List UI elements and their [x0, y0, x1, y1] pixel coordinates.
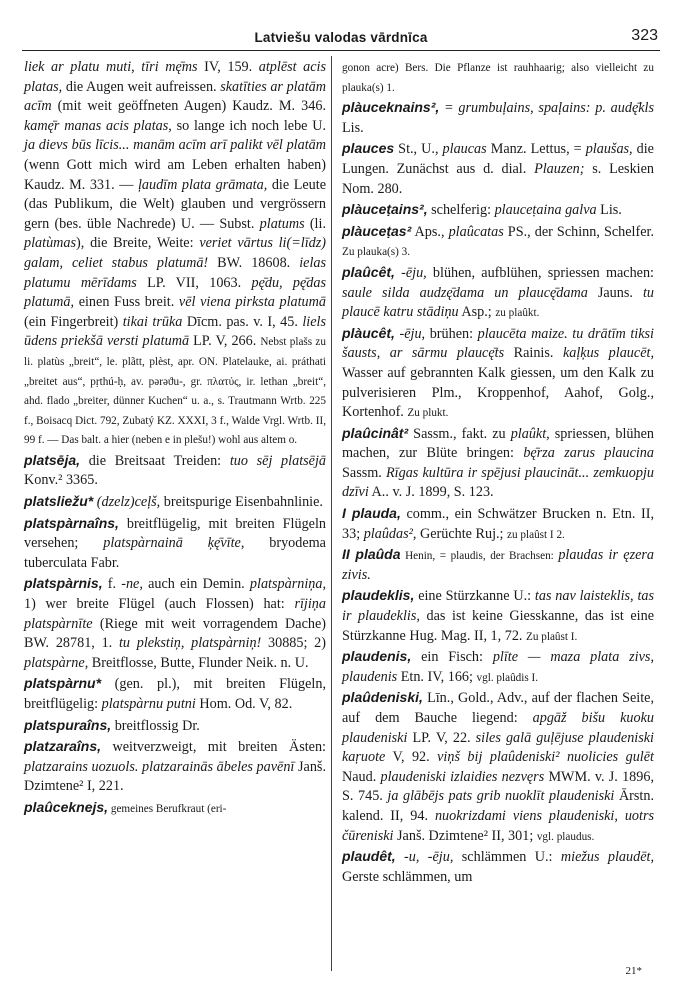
etymology-note: zu plaûkt.: [495, 307, 540, 320]
headword: plàuceṭas²: [342, 222, 412, 239]
dictionary-entry: [24, 58, 326, 450]
definition-text: Hom. Od. V, 82.: [195, 696, 293, 712]
definition-text: Aps.,: [411, 223, 449, 240]
definition-text: Breitflosse, Butte, Flunder Neik. n. U.: [88, 654, 309, 671]
definition-text: (Riege mit weit vorragendem Dache) BW. 28781, 1.: [24, 615, 326, 652]
headword: plaûceknejs,: [24, 798, 109, 815]
headword: plàuceknains²,: [342, 99, 440, 116]
example-text: tu plaucē katru stādiņu: [342, 284, 655, 321]
dictionary-entry: [24, 737, 326, 797]
dictionary-entry: [342, 324, 654, 423]
definition-text: Ārstn. kalend. II, 94.: [342, 788, 655, 824]
definition-text: schelferig:: [427, 202, 495, 219]
example-text: platspàrnainā ķę̄vīte,: [103, 535, 245, 552]
example-text: platspàrne,: [24, 654, 89, 671]
definition-text: Janš. Dzimtene² I, 221.: [24, 758, 327, 795]
definition-text: blühen, aufblühen, spriessen machen:: [426, 264, 654, 281]
headword: plaûcêt,: [342, 263, 395, 280]
example-text: liels ūdens priekšā versti platumā: [24, 313, 326, 350]
example-text: kamę̄r manas acis platas,: [24, 117, 172, 134]
definition-text: (wenn Gott mich wird am Leben erhalten haben) Kaudz. M. 331. —: [24, 156, 326, 193]
definition-text: die Leute (das Publikum, die Welt) glauben und vergrössern gern (bes. üble Nachrede) U. — Subst.: [24, 176, 326, 232]
etymology-note: Zu plaûst I.: [526, 630, 578, 643]
headword: platzaraîns,: [24, 738, 102, 755]
dictionary-entry: [342, 545, 654, 585]
dictionary-entry: [24, 716, 326, 737]
definition-text: LP. V, 22.: [407, 729, 476, 746]
definition-text: (mit weit geöffneten Augen) Kaudz. M. 346.: [51, 98, 326, 115]
definition-text: Wasser auf gebrannten Kalk giessen, um den Kalk zu pulverisieren Plm., Kroppenhof, Aahof, Golg., Kortenhof.: [342, 364, 654, 421]
headword: plaudêt,: [342, 848, 396, 865]
dictionary-entry: [342, 504, 654, 544]
example-text: platùmas: [24, 235, 77, 252]
example-text: veriet vārtus li(=līdz) galam, celiet stabus platumā!: [24, 235, 327, 271]
example-text: vēl viena pirksta platumā: [178, 294, 326, 311]
example-text: skatīties ar platām acīm: [24, 78, 326, 115]
example-text: = grumbuļains, spaļains:: [439, 100, 591, 117]
definition-text: (li.: [304, 215, 326, 232]
definition-text: Gerste schlämmen, um: [342, 868, 473, 885]
definition-text: Sassm.: [342, 464, 386, 481]
headword: platspàrnis,: [24, 575, 103, 592]
definition-text: IV, 159.: [197, 59, 259, 75]
definition-text: PS., der Schinn, Schelfer.: [503, 223, 654, 240]
etymology-note: zu plaûst I 2.: [507, 528, 565, 541]
headword: platspuraîns,: [24, 716, 112, 733]
example-text: tikai trūka: [122, 313, 183, 330]
definition-text: 1) wer breite Flügel (auch Flossen) hat:: [24, 596, 295, 613]
definition-text: ), die Breite, Weite:: [76, 235, 200, 252]
example-text: platspàrniņa,: [249, 576, 326, 593]
definition-text: spriessen, blühen machen, zur Blüte bringen:: [342, 425, 654, 462]
example-text: miežus plaudēt,: [560, 849, 654, 866]
dictionary-entry: [342, 139, 654, 199]
headword: plaûdeniski,: [342, 689, 423, 706]
definition-text: auch ein Demin.: [142, 576, 250, 593]
definition-text: (ein Fingerbreit): [24, 313, 123, 330]
definition-text: f.: [102, 576, 122, 593]
example-text: plaudas ir ęzera zivis.: [342, 547, 654, 583]
dictionary-entry: [342, 424, 654, 503]
definition-text: einen Fuss breit.: [74, 294, 179, 311]
left-column: [24, 58, 326, 820]
printer-signature: 21*: [625, 965, 642, 977]
definition-text: brühen:: [425, 325, 478, 342]
headword: plaudenis,: [342, 648, 412, 665]
example-text: plauceṭaina galva: [494, 202, 597, 219]
example-text: ja glābējs pats grib nuoklīt plaudeniski: [387, 788, 615, 805]
definition-text: comm., ein Schwätzer Brucken n. Etn. II, 33;: [342, 506, 654, 542]
example-text: plaûcatas: [448, 223, 504, 240]
page-header: [0, 0, 682, 50]
definition-text: Etn. IV, 166;: [397, 668, 477, 685]
definition-text: die Lungen. Zunächst aus d. dial.: [342, 141, 654, 177]
example-text: siles galā guļējuse plaudeniski kaŗuote: [342, 729, 654, 766]
etymology-note: gonon acre) Bers. Die Pflanze ist rauhhaarig; also vielleicht zu plauka(s) 1.: [342, 62, 654, 94]
definition-text: Dīcm. pas. v. I, 45.: [182, 313, 303, 330]
definition-text: Lis.: [596, 202, 622, 219]
definition-text: 30885; 2): [261, 635, 326, 652]
dictionary-entry: [342, 847, 654, 887]
definition-text: Asp.;: [458, 304, 496, 321]
example-text: atplēst acis platas,: [24, 59, 327, 95]
dictionary-entry: [342, 688, 654, 846]
dictionary-entry: [24, 574, 326, 673]
headword: plauces: [342, 140, 395, 157]
headword: plàucêt,: [342, 324, 395, 341]
example-text: Plauzen;: [534, 160, 585, 177]
definition-text: (gen. pl.), mit breiten Flügeln, breitflügelig:: [24, 676, 326, 712]
example-text: saule silda audzę̄dama un plaucę̄dama: [342, 284, 588, 301]
etymology-note: Nebst plašs zu li. platùs „breit“, le. plãtt, plèst, apr. ON. Platelauke, ai. práthati „breitet aus“, pṛthú-ḥ, av. pərəϑu-, gr. πλατύς, ir. lethan „breit“, ahd. flado „breiter, dünner Kuchen“ u. a., s. Trautmann Wrtb. 225 f., Boisacq Dict. 792, Zubatý KZ. XXXI, 3 f., Walde Vrgl. Wrtb. II, 99 f. — Das balt. a hier (neben e in plešu!) wohl aus altem o.: [24, 336, 326, 447]
dictionary-entry: [24, 514, 326, 574]
definition-text: Manz. Lettus, =: [486, 141, 586, 158]
example-text: p. audę̄kls: [595, 100, 655, 117]
example-text: plīte — maza plata zivs, plaudenis: [342, 649, 654, 685]
example-text: platzarains uozuols. platzarainās ābeles pavēnī: [24, 758, 295, 775]
headword: II plaûda: [342, 546, 401, 563]
definition-text: breitspurige Eisenbahnlinie.: [160, 494, 323, 511]
example-text: plaûdas²,: [363, 525, 417, 542]
etymology-note: vgl. plaudus.: [536, 830, 595, 843]
header-rule: [22, 50, 660, 51]
example-text: kaļķus plaucēt,: [562, 345, 654, 362]
etymology-note: Henin, = plaudis, der Brachsen:: [400, 550, 559, 563]
example-text: plaucas: [442, 141, 487, 158]
example-text: rījiņa platspàrnīte: [24, 596, 326, 632]
headword: plaûcinât²: [342, 424, 409, 441]
etymology-note: Zu plauka(s) 3.: [342, 246, 411, 259]
definition-text: breitflügelig, mit breiten Flügeln versehen;: [24, 515, 326, 552]
definition-text: St., U.,: [394, 141, 443, 158]
etymology-note: gemeines Berufkraut (eri-: [108, 802, 227, 815]
headword: platspàrnu*: [24, 675, 102, 692]
headword: plàuceṭains²,: [342, 201, 428, 218]
headword: platspàrnaîns,: [24, 514, 119, 531]
example-text: ielas platumu mērīdams: [24, 254, 326, 291]
dictionary-entry: [342, 98, 654, 138]
example-text: plaucēta maize. tu drātīm tiksi šausts, ar sārmu plaucę̄ts: [342, 325, 654, 362]
definition-text: Sassm., fakt. zu: [408, 425, 511, 442]
definition-text: V, 92.: [385, 749, 438, 766]
definition-text: LP. VII, 1063.: [136, 274, 252, 291]
definition-text: breitflossig Dr.: [111, 717, 200, 734]
definition-text: Lis.: [342, 119, 364, 136]
column-divider: [331, 56, 332, 971]
example-text: plaudeniski izlaidies nezvęrs: [380, 768, 545, 785]
example-text: pę̄du, pę̄das platumā,: [24, 274, 327, 311]
example-text: (dzelz)ceļš,: [93, 494, 161, 511]
example-text: tuo sēj platsējā: [229, 452, 326, 469]
definition-text: s. Leskien Nom. 280.: [342, 160, 654, 197]
right-column: [342, 58, 654, 888]
dictionary-entry: [342, 200, 654, 221]
definition-text: A.. v. J. 1899, S. 123.: [368, 484, 494, 501]
definition-text: bryodema tuberculata Fabr.: [24, 535, 326, 571]
definition-text: Naud.: [342, 768, 381, 785]
dictionary-entry: [342, 263, 654, 323]
definition-text: so lange ich noch lebe U.: [171, 117, 327, 134]
definition-text: Līn., Gold., Adv., auf der flachen Seite, auf dem Bauche liegend:: [342, 690, 654, 726]
headword: I plauda,: [342, 505, 401, 522]
definition-text: Gerüchte Ruj.;: [416, 525, 508, 542]
example-text: apgāž bišu kuoku plaudeniski: [342, 710, 654, 746]
example-text: nuokrizdami viens plaudeniski, uotrs čūreniski: [342, 807, 654, 844]
etymology-note: Zu plukt.: [407, 407, 449, 420]
dictionary-entry: [342, 647, 654, 687]
definition-text: weitverzweigt, mit breiten Ästen:: [101, 739, 326, 756]
definition-text: die Breitsaat Treiden:: [80, 452, 230, 469]
etymology-note: vgl. plaûdis I.: [476, 671, 539, 684]
example-text: viņš bij plaûdeniski² nuolicies gulēt: [437, 749, 654, 766]
dictionary-entry: [24, 451, 326, 491]
dictionary-entry: [342, 586, 654, 646]
example-text: -ēju,: [394, 264, 427, 281]
definition-text: das ist keine Giesskanne, das ist eine Stürzkanne Hug. Mag. II, 1, 72.: [342, 608, 655, 644]
example-text: tas nav laisteklis, tas ir plaudeklis,: [342, 588, 655, 625]
headword: platsēja,: [24, 451, 81, 468]
definition-text: Janš. Dzimtene² II, 301;: [393, 827, 537, 844]
example-text: platspàrnu putni: [101, 696, 196, 712]
example-text: bę̄rza zarus plaucina: [523, 445, 654, 462]
example-text: tu plekstiņ, platspàrniņ!: [118, 635, 262, 652]
definition-text: Jauns.: [587, 284, 643, 301]
example-text: Rīgas kultūra ir spējusi plaucināt... zemkuopju dzīvi: [342, 464, 654, 501]
dictionary-entry: [342, 222, 654, 262]
dictionary-entry: [342, 58, 654, 97]
dictionary-entry: [24, 492, 326, 513]
example-text: -ne,: [121, 576, 143, 593]
page-number: 323: [631, 27, 658, 44]
definition-text: BW. 18608.: [208, 254, 300, 271]
headword: platsliežu*: [24, 493, 94, 510]
definition-text: Rainis.: [504, 345, 563, 362]
definition-text: eine Stürzkanne U.:: [414, 588, 535, 605]
definition-text: Konv.² 3365.: [24, 472, 98, 489]
definition-text: die Augen weit aufreissen.: [62, 78, 221, 95]
example-text: plaušas,: [585, 141, 633, 158]
example-text: platums: [259, 215, 305, 232]
dictionary-entry: [24, 798, 326, 819]
headword: plaudeklis,: [342, 587, 415, 604]
running-head: Latviešu valodas vārdnīca: [254, 30, 428, 45]
definition-text: ein Fisch:: [411, 649, 493, 666]
example-text: -u, -ēju,: [395, 849, 454, 866]
definition-text: LP. V, 266.: [189, 333, 261, 350]
example-text: liek ar platu muti, tīri mę̄ms: [24, 59, 198, 75]
example-text: ja dievs būs līcis... manām acīm arī palikt vēl platām: [24, 137, 326, 154]
dictionary-entry: [24, 674, 326, 714]
definition-text: schlämmen U.:: [453, 849, 561, 866]
example-text: ļaudīm plata grāmata,: [137, 176, 268, 193]
example-text: -ēju,: [394, 325, 426, 342]
definition-text: MWM. v. J. 1896, S. 745.: [342, 768, 654, 805]
example-text: plaûkt,: [510, 425, 550, 442]
